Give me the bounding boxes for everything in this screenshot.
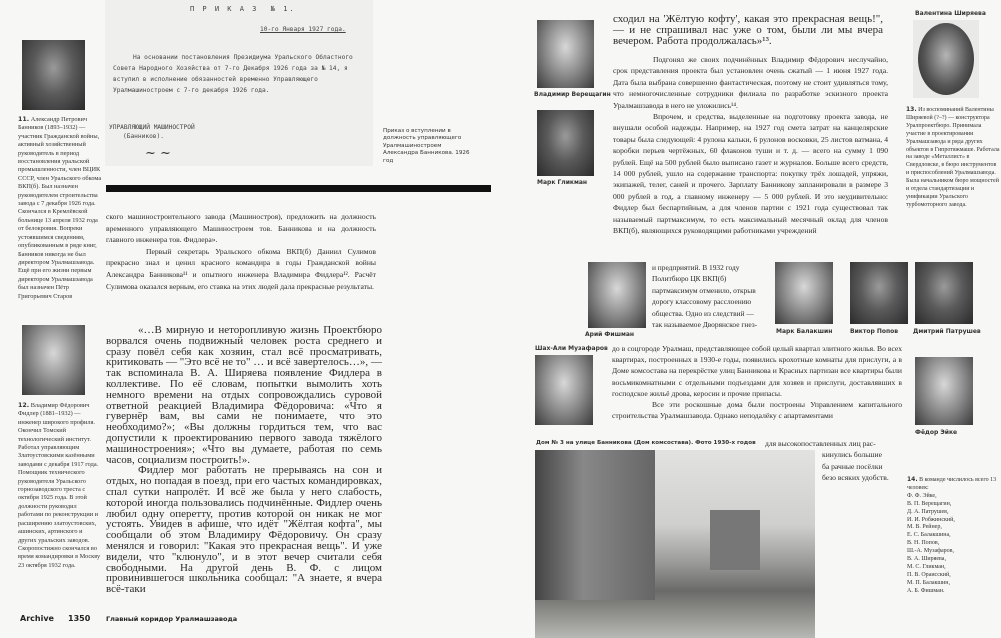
label-muzafarov: Шах-Али Музафаров bbox=[535, 345, 608, 352]
photo-komsostav-house bbox=[535, 450, 815, 638]
wrap-text: для высокопоставленных лиц рас- кинулись большие ба рачные посёлки безо всяких удобств. bbox=[765, 439, 889, 483]
building-photo-caption: Дом № 3 на улице Банникова (Дом комсостава). Фото 1930-х годов bbox=[536, 440, 756, 446]
caption-11: 11. Александр Петрович Банников (1893–1932) — участник Гражданской войны, активный хозяйственный руководитель в период восстановления уральской промышленности, член ВЦИК СССР, член Уральского обкома ВКП(б). Был назначен руководителем строительства завода с 7 декабря 1926 года. Скончался в Кремлёвской больнице 13 апреля 1932 года от белокровия. Вопреки устоявшимся сведениям, опубликованным в ряде книг, Банников никогда не был директором Уралмашзавода. Ещё при его жизни первым директором Уралмашзавода был назначен Пётр Григорьевич Старов bbox=[18, 116, 102, 300]
body-text-right: Подгонял же своих подчинённых Владимир Фёдорович неслучайно, срок представления проекта был установлен очень сжатый — 1 июня 1927 года. Дата была выбрана совершенно фантастическая, поэтому не стоит удивляться тому, что немногочисленные сотрудники филиала по разработке эскизного проекта Уралмашзавода в него не уложились¹⁴. Впрочем, и средства, выделенные на подготовку проекта завода, не внушали особой надежды. Например, на 1927 год смета затрат на канцелярские товары была следующей: 4 рулона кальки, 6 рулонов восковки, 25 листов ватмана, 4 коробки перьев чертёжных, 60 флаконов туши и т. д. — всего на сумму 1 090 рублей. Ещё на 500 рублей было выписано газет и журналов. Больше всего средств, 14 000 рублей, ушло на содержание транспорта: покупку трёх лошадей, упряжи, экипажей, телег, саней и прочего. Зарплату Банникову запланировали в размере 3 000 рублей в год, а главному инженеру — 5 000 рублей. И это неудивительно: Фидлер был беспартийным, а для членов партии с 1921 года существовал так называемый партмаксимум, то есть максимальный месячный оклад для членов ВКП(б), являющихся руководящими работниками учреждений bbox=[613, 55, 888, 236]
photo-shiryaeva bbox=[913, 20, 979, 98]
caption-12: 12. Владимир Фёдорович Фидлер (1881–1932) — инженер широкого профиля. Окончил Томский технологический институт. Работал управляющим Златоустовскими казёнными заводами с декабря 1917 года. Помощник технического руководителя Уральского горнозаводского треста с октября 1925 года. В этой должности руководил работами по реконструкции и расширению златоустовских, ашинских, артинского и других уральских заводов. Скоропостижно скончался во время командировки в Москву 23 октября 1932 года. bbox=[18, 402, 101, 569]
narrow-text: и предприятий. В 1932 году Политбюро ЦК ВКП(б) партмаксимум отменило, открыв дорогу классовому расслоению общества. Одно из следствий — так называемое Дворянское гнез- bbox=[652, 263, 758, 330]
body-text-left: ского машиностроительного завода (Машиностроя), предложить на должность временного управляющего Машиностроем тов. Банникова и на должность главного инженера тов. Фидлера». Первый секретарь Уральского обкома ВКП(б) Даниил Сулимов прекрасно знал и ценил красного командира в годы Гражданской войны Александра Банникова¹¹ и опытного инженера Владимира Фидлера¹². Расчёт Сулимова оказался верным, его ставка на этих людей дала прекрасные результаты. bbox=[106, 212, 376, 291]
document-caption: Приказ о вступлении в должность управляющего Уралмашиностроем Александра Банникова. 1926 год bbox=[383, 128, 470, 164]
wide-text: до в соцгороде Уралмаш, представляющее собой целый квартал элитного жилья. Во всех квартирах, построенных в 1930-е годы, появились крохотные комнаты для прислуги, а в Доме комсостава на перекрёстке улиц Банникова и Красных партизан все квартиры были восьмикомнатными с отдельными подъездами для хозяев и прислуги, доставлявших в господское жильё дрова, керосин и прочие припасы. Все эти роскошные дома были построены Управлением капитального строительства Уралмашзавода. Однако неподалёку с апартаментами bbox=[612, 344, 902, 421]
order-document-scan: П Р И К А З № 1. 10-го Января 1927 года. На основании постановления Президиума Уральского Областного Совета Народного Хозяйства от 7-го Декабря 1926 года за № 14, я вступил в исполнение обязанностей временно Управляющего Уралмашиностроем с 7-го декабря 1926 года. УПРАВЛЯЮЩИЙ МАШИНОСТРОЙ (Банников). ~ ~ bbox=[105, 0, 373, 166]
label-shiryaeva: Валентина Ширяева bbox=[915, 10, 986, 17]
photo-patrushev bbox=[915, 262, 973, 324]
page-number: 1350 bbox=[68, 614, 91, 623]
caption-13: 13. Из воспоминаний Валентины Ширяевой (?–?) — конструктора Уралпроектбюро. Принимала участие в проектировании Уралмашзавода и ряда других объектов в Гипротяжмаше. Работала на заводе «Металлист» в Свердловске, в бюро инструментов и приспособлений Уралмашзавода. Была начальником бюро мощностей и отдела стандартизации и унификации Уральского турбомоторного завода. bbox=[906, 106, 1000, 208]
photo-eike bbox=[915, 357, 973, 425]
label-balakshin: Марк Балакшин bbox=[776, 328, 833, 335]
photo-fishman bbox=[588, 262, 646, 328]
photo-bannikov bbox=[22, 40, 85, 110]
label-patrushev: Дмитрий Патрушев bbox=[913, 328, 981, 335]
photo-fidler bbox=[22, 325, 85, 395]
photo-vereshchagin bbox=[537, 20, 594, 88]
label-eike: Фёдор Эйке bbox=[915, 429, 958, 436]
footer-section: Archive bbox=[20, 614, 54, 623]
running-title: Главный коридор Уралмашзавода bbox=[106, 615, 238, 623]
label-vereshchagin: Владимир Верещагин bbox=[534, 91, 611, 98]
label-glikman: Марк Гликман bbox=[537, 179, 588, 186]
section-divider-bar bbox=[106, 185, 491, 192]
photo-muzafarov bbox=[535, 355, 593, 425]
signature: ~ ~ bbox=[145, 146, 171, 161]
label-popov: Виктор Попов bbox=[850, 328, 899, 335]
caption-14: 14. В команде числилось всего 13 человек: Ф. Ф. Эйке, В. П. Верещагин, Д. А. Патрушев, И. И. Робжинский, М. В. Рейнер, Е. С. Балакшина, В. Н. Попов, Ш.-А. Музафаров, В. А. Ширяева, М. С. Гликман, П. В. Ораисский, М. П. Балакшин, А. Б. Фишман. bbox=[907, 476, 997, 594]
photo-balakshin bbox=[775, 262, 833, 324]
label-fishman: Арий Фишман bbox=[585, 331, 635, 338]
quote-text-left: «…В мирную и неторопливую жизнь Проектбюро ворвался очень подвижный человек роста среднего и сразу повёл себя как хозяин, стал всё просматривать, критиковать — "Это всё не то" … и всё завертелось…», — так вспоминала В. А. Ширяева появление Фидлера в коллективе. По её словам, попытки вымолить хоть немного времени на отдых сопровождались суровой ответной реакцией Владимира Фёдоровича: «Что я гувернёр вам, вы сами не понимаете, что это необходимо?»; «Вы должны гордиться тем, что вас допустили к проектированию первого завода тяжёлого машиностроения»; «Что вы думаете, работая по семь часов, социализм построить!». Фидлер мог работать не прерываясь на сон и отдых, но попадая в поезд, при его частых командировках, спал сутки напролёт. И всё же была у него слабость, которой иногда пользовались подчинённые. Фидлер очень любил одну оперетту, против которой он никак не мог устоять. Увидев в афише, что идёт "Жёлтая кофта", мы сообщали об этом Владимиру Фёдоровичу. Он сразу менялся и говорил: "Какая это прекрасная вещь". И уже видели, что "клюнуло", и в этот вечер считали себя свободными. На другой день В. Ф. с лицом провинившегося школьника сообщал: "А знаете, я вчера всё-таки bbox=[106, 324, 382, 596]
quote-text-right: сходил на 'Жёлтую кофту', какая это прекрасная вещь!", — и не спрашивал нас уже о том, были ли мы вчера вечером. Работа продолжалась»¹³. bbox=[613, 13, 883, 47]
photo-popov bbox=[850, 262, 908, 324]
photo-glikman bbox=[537, 110, 594, 176]
